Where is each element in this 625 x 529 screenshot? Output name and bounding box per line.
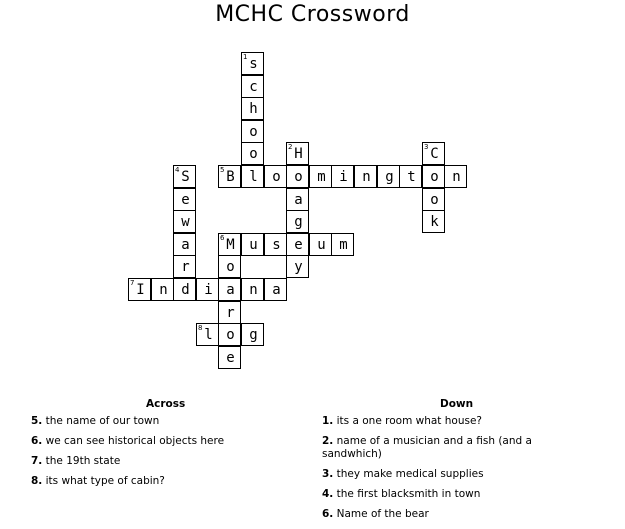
grid-cell[interactable] — [173, 165, 196, 188]
clue-text: its a one room what house? — [336, 415, 482, 427]
cell-letter: e — [226, 350, 235, 366]
clue-number: 5. — [31, 415, 43, 427]
clue-number: 1. — [322, 415, 334, 427]
grid-cell[interactable] — [286, 255, 309, 278]
cell-letter: o — [430, 192, 439, 208]
clue-number: 3. — [322, 468, 334, 480]
grid-cell[interactable] — [241, 165, 264, 188]
clue-text: we can see historical objects here — [45, 435, 225, 447]
cell-letter: I — [136, 282, 145, 298]
cell-letter: n — [159, 282, 168, 298]
cell-letter: u — [249, 237, 258, 253]
down-clue — [322, 415, 552, 428]
cell-letter: h — [249, 101, 258, 117]
grid-cell[interactable] — [422, 142, 445, 165]
cell-letter: w — [181, 214, 190, 230]
cell-letter: n — [452, 169, 461, 185]
clue-number: 4. — [322, 488, 334, 500]
clue-number: 2. — [322, 435, 334, 447]
cell-letter: r — [226, 305, 235, 321]
grid-cell[interactable] — [241, 278, 264, 301]
grid-cell[interactable] — [399, 165, 422, 188]
grid-cell[interactable] — [218, 301, 241, 324]
down-clue — [322, 508, 552, 521]
cell-letter: g — [385, 169, 394, 185]
grid-cell[interactable] — [173, 255, 196, 278]
cell-number: 3 — [424, 143, 429, 151]
cell-letter: l — [249, 169, 258, 185]
clue-number: 6. — [322, 508, 334, 520]
grid-cell[interactable] — [309, 165, 332, 188]
grid-cell[interactable] — [331, 165, 354, 188]
grid-cell[interactable] — [286, 233, 309, 256]
down-clue — [322, 468, 552, 481]
cell-letter: d — [181, 282, 190, 298]
cell-letter: k — [430, 214, 439, 230]
grid-cell[interactable] — [286, 142, 309, 165]
down-clue — [322, 488, 552, 501]
cell-letter: e — [294, 237, 303, 253]
grid-cell[interactable] — [241, 142, 264, 165]
down-clue-list — [322, 415, 552, 528]
page-title: MCHC Crossword — [215, 2, 410, 27]
cell-letter: e — [181, 192, 190, 208]
cell-letter: i — [204, 282, 213, 298]
cell-letter: o — [249, 146, 258, 162]
clue-text: they make medical supplies — [336, 468, 484, 480]
grid-cell[interactable] — [218, 233, 241, 256]
cell-letter: m — [317, 169, 326, 185]
cell-letter: g — [294, 214, 303, 230]
clue-text: name of a musician and a fish (and a sandwhich) — [322, 435, 532, 460]
cell-letter: r — [181, 259, 190, 275]
clue-text: the name of our town — [45, 415, 160, 427]
clue-text: Name of the bear — [336, 508, 429, 520]
grid-cell[interactable] — [218, 323, 241, 346]
grid-cell[interactable] — [286, 165, 309, 188]
grid-cell[interactable] — [218, 346, 241, 369]
grid-cell[interactable] — [264, 278, 287, 301]
grid-cell[interactable] — [241, 120, 264, 143]
clue-number: 6. — [31, 435, 43, 447]
cell-letter: S — [181, 169, 190, 185]
cell-letter: a — [226, 282, 235, 298]
cell-number: 8 — [198, 324, 203, 332]
cell-number: 7 — [130, 279, 135, 287]
cell-letter: o — [272, 169, 281, 185]
cell-letter: n — [362, 169, 371, 185]
grid-cell[interactable] — [196, 278, 219, 301]
grid-cell[interactable] — [241, 323, 264, 346]
grid-cell[interactable] — [241, 75, 264, 98]
cell-letter: m — [339, 237, 348, 253]
grid-cell[interactable] — [173, 278, 196, 301]
across-clue — [31, 435, 291, 448]
grid-cell[interactable] — [264, 165, 287, 188]
grid-cell[interactable] — [218, 278, 241, 301]
grid-cell[interactable] — [241, 233, 264, 256]
down-clue — [322, 435, 552, 461]
cell-letter: C — [430, 146, 439, 162]
cell-letter: M — [226, 237, 235, 253]
cell-number: 6 — [220, 234, 225, 242]
clue-text: the first blacksmith in town — [336, 488, 481, 500]
clue-text: the 19th state — [45, 455, 121, 467]
cell-letter: y — [294, 259, 303, 275]
cell-letter: a — [294, 192, 303, 208]
down-heading: Down — [440, 398, 474, 410]
grid-cell[interactable] — [241, 97, 264, 120]
cell-letter: B — [226, 169, 235, 185]
cell-letter: i — [339, 169, 348, 185]
grid-cell[interactable] — [286, 210, 309, 233]
cell-letter: s — [249, 56, 258, 72]
across-clue — [31, 415, 291, 428]
cell-letter: o — [430, 169, 439, 185]
cell-letter: o — [226, 327, 235, 343]
grid-cell[interactable] — [331, 233, 354, 256]
cell-letter: o — [294, 169, 303, 185]
cell-letter: o — [226, 259, 235, 275]
cell-letter: g — [249, 327, 258, 343]
clue-number: 8. — [31, 475, 43, 487]
grid-cell[interactable] — [309, 233, 332, 256]
across-clue-list — [31, 415, 291, 495]
cell-letter: a — [181, 237, 190, 253]
grid-cell[interactable] — [444, 165, 467, 188]
grid-cell[interactable] — [377, 165, 400, 188]
cell-number: 2 — [288, 143, 293, 151]
grid-cell[interactable] — [173, 210, 196, 233]
grid-cell[interactable] — [422, 210, 445, 233]
grid-cell[interactable] — [173, 188, 196, 211]
clue-text: its what type of cabin? — [45, 475, 165, 487]
across-clue — [31, 455, 291, 468]
cell-letter: c — [249, 79, 258, 95]
grid-cell[interactable] — [241, 52, 264, 75]
grid-cell[interactable] — [286, 188, 309, 211]
grid-cell[interactable] — [422, 165, 445, 188]
grid-cell[interactable] — [218, 165, 241, 188]
grid-cell[interactable] — [422, 188, 445, 211]
cell-number: 1 — [243, 53, 248, 61]
grid-cell[interactable] — [173, 233, 196, 256]
cell-letter: s — [272, 237, 281, 253]
cell-letter: o — [249, 124, 258, 140]
grid-cell[interactable] — [354, 165, 377, 188]
grid-cell[interactable] — [151, 278, 174, 301]
cell-letter: n — [249, 282, 258, 298]
across-clue — [31, 475, 291, 488]
cell-letter: u — [317, 237, 326, 253]
across-heading: Across — [146, 398, 186, 410]
grid-cell[interactable] — [128, 278, 151, 301]
grid-cell[interactable] — [264, 233, 287, 256]
cell-number: 5 — [220, 166, 225, 174]
grid-cell[interactable] — [218, 255, 241, 278]
grid-cell[interactable] — [196, 323, 219, 346]
cell-letter: t — [407, 169, 416, 185]
cell-number: 4 — [175, 166, 180, 174]
cell-letter: H — [294, 146, 303, 162]
cell-letter: l — [204, 327, 213, 343]
clue-number: 7. — [31, 455, 43, 467]
cell-letter: a — [272, 282, 281, 298]
